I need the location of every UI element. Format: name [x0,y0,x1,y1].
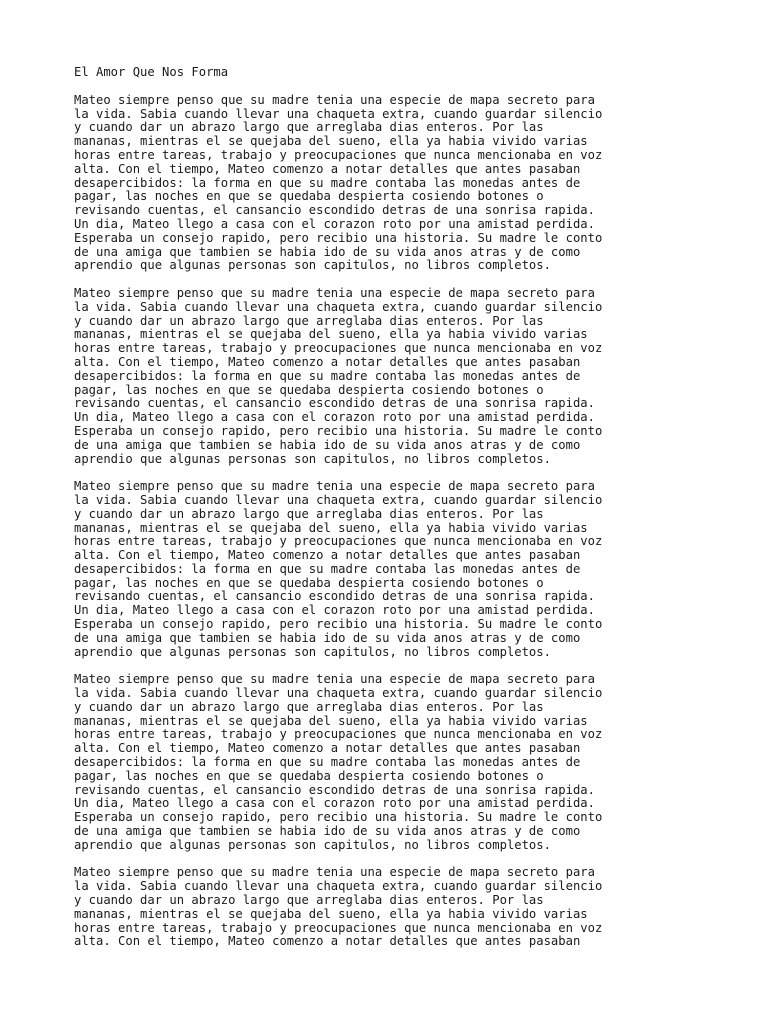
text-line: horas entre tareas, trabajo y preocupaciones que nunca mencionaba en voz [74,920,603,935]
text-line: horas entre tareas, trabajo y preocupaciones que nunca mencionaba en voz [74,147,603,162]
document-body [74,66,754,963]
text-line: revisando cuentas, el cansancio escondido detras de una sonrisa rapida. [74,782,595,797]
text-line: mananas, mientras el se quejaba del sueno, ella ya habia vivido varias [74,134,588,149]
text-line: alta. Con el tiempo, Mateo comenzo a notar detalles que antes pasaban [74,161,581,176]
text-line: y cuando dar un abrazo largo que arreglaba dias enteros. Por las [74,699,544,714]
text-line: aprendio que algunas personas son capitulos, no libros completos. [74,837,551,852]
text-line: de una amiga que tambien se habia ido de su vida anos atras y de como [74,244,581,259]
text-line: mananas, mientras el se quejaba del sueno, ella ya habia vivido varias [74,327,588,342]
text-line: la vida. Sabia cuando llevar una chaqueta extra, cuando guardar silencio [74,686,603,701]
text-line: Esperaba un consejo rapido, pero recibio una historia. Su madre le conto [74,230,603,245]
paragraph-1 [74,94,754,273]
text-line: y cuando dar un abrazo largo que arreglaba dias enteros. Por las [74,313,544,328]
text-line: aprendio que algunas personas son capitulos, no libros completos. [74,451,551,466]
text-line: horas entre tareas, trabajo y preocupaciones que nunca mencionaba en voz [74,534,603,549]
text-line: y cuando dar un abrazo largo que arreglaba dias enteros. Por las [74,506,544,521]
text-line: aprendio que algunas personas son capitulos, no libros completos. [74,258,551,273]
document-title: El Amor Que Nos Forma [74,65,229,79]
text-line: Esperaba un consejo rapido, pero recibio una historia. Su madre le conto [74,810,603,825]
text-line: y cuando dar un abrazo largo que arreglaba dias enteros. Por las [74,893,544,908]
text-line: mananas, mientras el se quejaba del sueno, ella ya habia vivido varias [74,906,588,921]
text-line: mananas, mientras el se quejaba del sueno, ella ya habia vivido varias [74,520,588,535]
text-line: la vida. Sabia cuando llevar una chaqueta extra, cuando guardar silencio [74,492,603,507]
text-line: Esperaba un consejo rapido, pero recibio una historia. Su madre le conto [74,617,603,632]
text-line: Esperaba un consejo rapido, pero recibio una historia. Su madre le conto [74,423,603,438]
text-line: de una amiga que tambien se habia ido de su vida anos atras y de como [74,630,581,645]
text-line: Un dia, Mateo llego a casa con el corazon roto por una amistad perdida. [74,796,595,811]
text-line: la vida. Sabia cuando llevar una chaqueta extra, cuando guardar silencio [74,106,603,121]
text-line: alta. Con el tiempo, Mateo comenzo a notar detalles que antes pasaban [74,934,581,949]
text-line: y cuando dar un abrazo largo que arreglaba dias enteros. Por las [74,120,544,135]
text-line: desapercibidos: la forma en que su madre contaba las monedas antes de [74,755,581,770]
text-line: revisando cuentas, el cansancio escondido detras de una sonrisa rapida. [74,203,595,218]
text-line: alta. Con el tiempo, Mateo comenzo a notar detalles que antes pasaban [74,741,581,756]
text-line: Mateo siempre penso que su madre tenia una especie de mapa secreto para [74,92,595,107]
text-line: Mateo siempre penso que su madre tenia una especie de mapa secreto para [74,672,595,687]
text-line: desapercibidos: la forma en que su madre contaba las monedas antes de [74,175,581,190]
text-line: de una amiga que tambien se habia ido de su vida anos atras y de como [74,437,581,452]
text-line: revisando cuentas, el cansancio escondido detras de una sonrisa rapida. [74,396,595,411]
text-line: pagar, las noches en que se quedaba despierta cosiendo botones o [74,575,544,590]
text-line: horas entre tareas, trabajo y preocupaciones que nunca mencionaba en voz [74,727,603,742]
text-line: horas entre tareas, trabajo y preocupaciones que nunca mencionaba en voz [74,341,603,356]
text-line: desapercibidos: la forma en que su madre contaba las monedas antes de [74,368,581,383]
text-line: la vida. Sabia cuando llevar una chaqueta extra, cuando guardar silencio [74,299,603,314]
text-line: revisando cuentas, el cansancio escondido detras de una sonrisa rapida. [74,589,595,604]
text-line: pagar, las noches en que se quedaba despierta cosiendo botones o [74,768,544,783]
paragraph-5 [74,866,754,949]
text-line: aprendio que algunas personas son capitulos, no libros completos. [74,644,551,659]
text-line: la vida. Sabia cuando llevar una chaqueta extra, cuando guardar silencio [74,879,603,894]
text-line: mananas, mientras el se quejaba del sueno, ella ya habia vivido varias [74,713,588,728]
text-line: alta. Con el tiempo, Mateo comenzo a notar detalles que antes pasaban [74,548,581,563]
paragraph-4 [74,673,754,852]
text-line: de una amiga que tambien se habia ido de su vida anos atras y de como [74,824,581,839]
text-line: desapercibidos: la forma en que su madre contaba las monedas antes de [74,561,581,576]
text-line: alta. Con el tiempo, Mateo comenzo a notar detalles que antes pasaban [74,354,581,369]
text-line: pagar, las noches en que se quedaba despierta cosiendo botones o [74,382,544,397]
text-line: Mateo siempre penso que su madre tenia una especie de mapa secreto para [74,865,595,880]
text-line: Mateo siempre penso que su madre tenia una especie de mapa secreto para [74,479,595,494]
text-line: Un dia, Mateo llego a casa con el corazon roto por una amistad perdida. [74,216,595,231]
paragraph-2 [74,287,754,466]
text-line: Un dia, Mateo llego a casa con el corazon roto por una amistad perdida. [74,603,595,618]
paragraph-3 [74,480,754,659]
text-line: Mateo siempre penso que su madre tenia una especie de mapa secreto para [74,285,595,300]
text-line: Un dia, Mateo llego a casa con el corazon roto por una amistad perdida. [74,410,595,425]
text-line: pagar, las noches en que se quedaba despierta cosiendo botones o [74,189,544,204]
